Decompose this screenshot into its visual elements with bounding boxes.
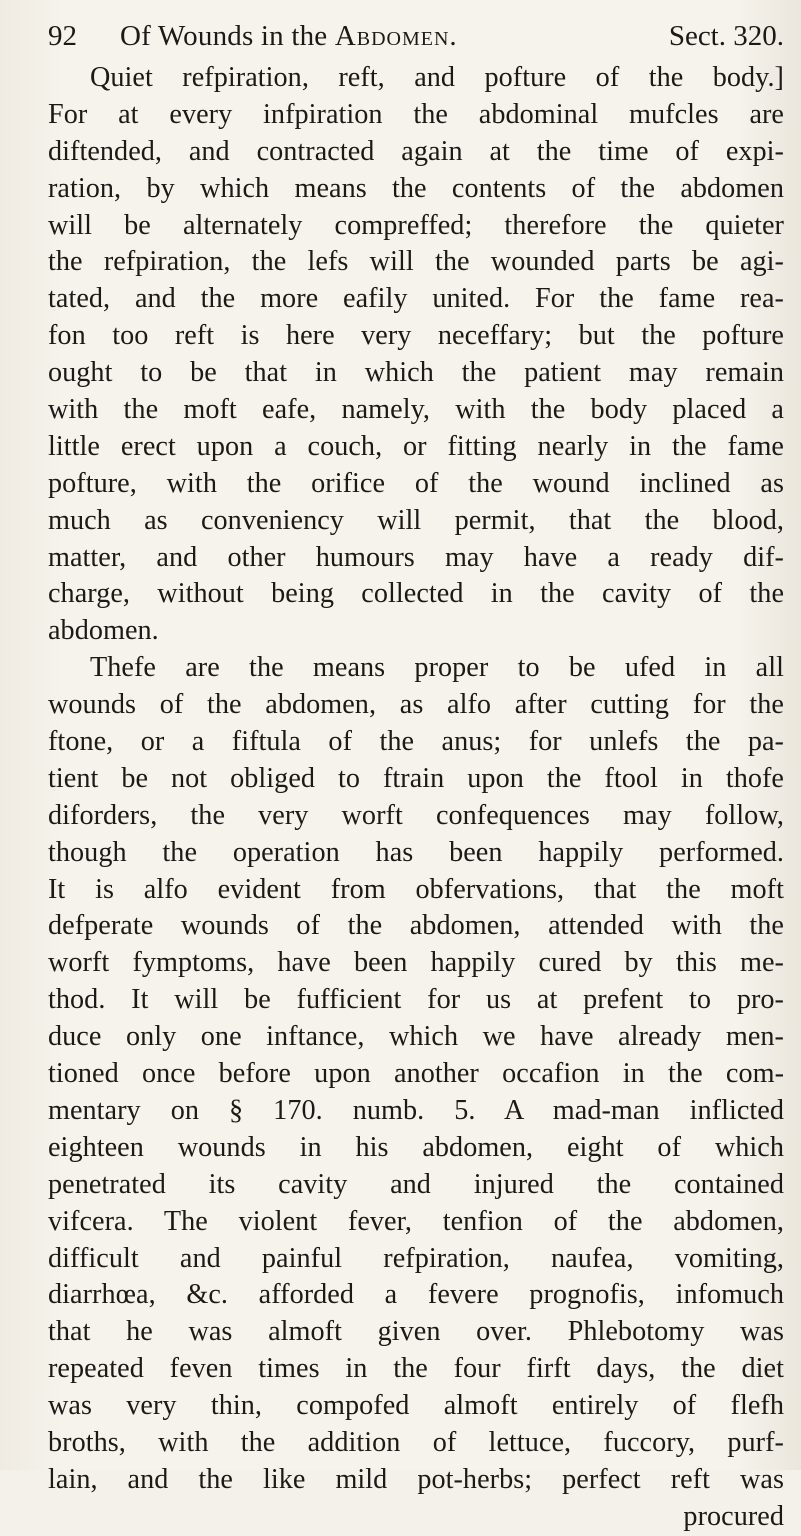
text-line: tated, and the more eafily united. For the fame rea- xyxy=(48,283,784,315)
text-line: Thefe are the means proper to be ufed in all xyxy=(90,652,784,684)
text-line: ration, by which means the contents of the abdomen xyxy=(48,172,784,204)
body-text xyxy=(48,60,784,1536)
text-line: worft fymptoms, have been happily cured by this me- xyxy=(48,947,784,979)
text-line: wounds of the abdomen, as alfo after cutting for the xyxy=(48,689,784,721)
text-line: much as conveniency will permit, that the blood, xyxy=(48,504,784,536)
running-title-smallcaps: Abdomen. xyxy=(334,20,458,52)
text-line: ought to be that in which the patient may remain xyxy=(48,357,784,389)
text-line: tient be not obliged to ftrain upon the ftool in thofe xyxy=(48,762,784,794)
text-line: with the moft eafe, namely, with the body placed a xyxy=(48,394,784,426)
running-title-text: Of Wounds in the xyxy=(120,20,328,52)
text-line: difficult and painful refpiration, naufea, vomiting, xyxy=(48,1242,784,1274)
text-line: vifcera. The violent fever, tenfion of the abdomen, xyxy=(48,1205,784,1237)
text-line: abdomen. xyxy=(48,615,159,647)
text-line: mentary on § 170. numb. 5. A mad-man inflicted xyxy=(48,1094,784,1126)
text-line: the refpiration, the lefs will the wounded parts be agi- xyxy=(48,246,784,278)
text-line: little erect upon a couch, or fitting nearly in the fame xyxy=(48,430,784,462)
catchword: procured xyxy=(683,1500,784,1532)
text-line: lain, and the like mild pot-herbs; perfect reft was xyxy=(48,1463,784,1495)
text-line: eighteen wounds in his abdomen, eight of which xyxy=(48,1131,784,1163)
text-line: charge, without being collected in the cavity of the xyxy=(48,578,784,610)
text-line: though the operation has been happily performed. xyxy=(48,836,784,868)
text-line: thod. It will be fufficient for us at prefent to pro- xyxy=(48,984,784,1016)
text-line: diforders, the very worft confequences may follow, xyxy=(48,799,784,831)
text-line: diarrhœa, &c. afforded a fevere prognofis, infomuch xyxy=(48,1279,784,1311)
text-line: will be alternately compreffed; therefore the quieter xyxy=(48,209,784,241)
text-line: pofture, with the orifice of the wound inclined as xyxy=(48,467,784,499)
text-line: ftone, or a fiftula of the anus; for unlefs the pa- xyxy=(48,726,784,758)
text-line: duce only one inftance, which we have already men- xyxy=(48,1021,784,1053)
text-line: Quiet refpiration, reft, and pofture of the body.] xyxy=(90,62,784,93)
running-title xyxy=(120,12,458,60)
page-number: 92 xyxy=(48,20,77,52)
text-line: defperate wounds of the abdomen, attended with the xyxy=(48,910,784,942)
text-line: matter, and other humours may have a ready dif- xyxy=(48,541,784,573)
text-line: tioned once before upon another occafion in the com- xyxy=(48,1058,784,1090)
section-reference: Sect. 320. xyxy=(668,20,784,52)
text-line: It is alfo evident from obfervations, that the moft xyxy=(48,873,784,905)
text-line: repeated feven times in the four firft days, the diet xyxy=(48,1353,784,1385)
text-line: For at every infpiration the abdominal mufcles are xyxy=(48,98,784,130)
text-line: diftended, and contracted again at the time of expi- xyxy=(48,135,784,167)
text-line: broths, with the addition of lettuce, fuccory, purf- xyxy=(48,1426,784,1458)
text-line: fon too reft is here very neceffary; but the pofture xyxy=(48,320,784,352)
running-header xyxy=(48,12,784,60)
text-line: that he was almoft given over. Phlebotomy was xyxy=(48,1316,784,1348)
text-line: was very thin, compofed almoft entirely of flefh xyxy=(48,1390,784,1422)
text-line: penetrated its cavity and injured the contained xyxy=(48,1168,784,1200)
